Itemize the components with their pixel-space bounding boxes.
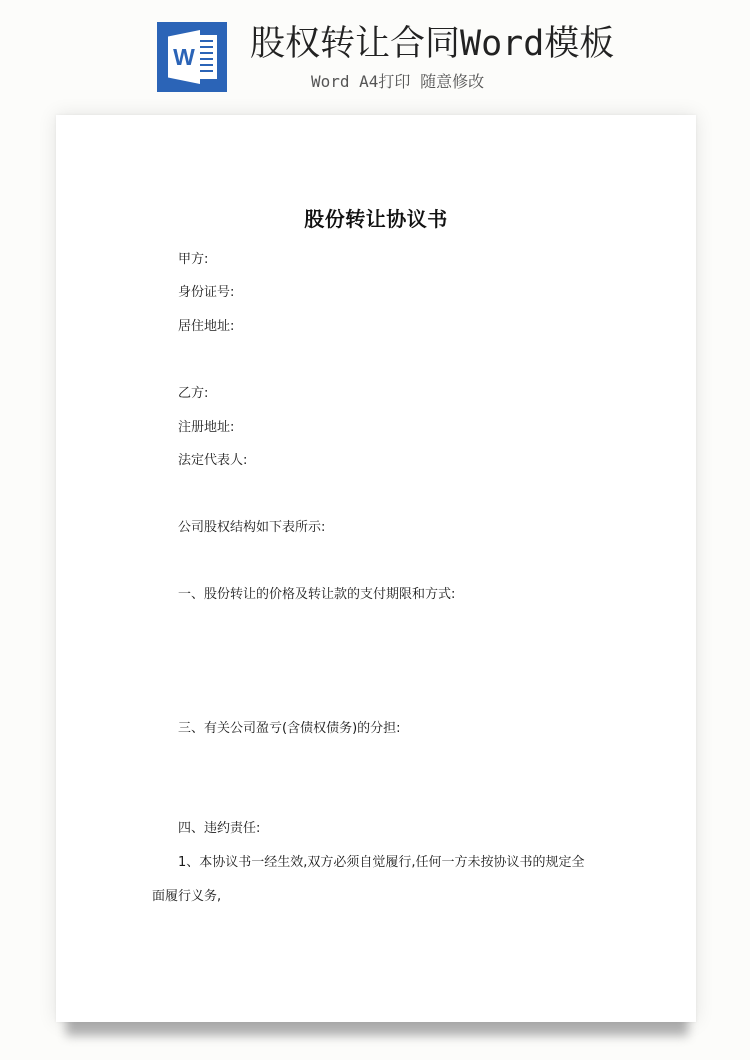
party-a-id-number: 身份证号: — [178, 285, 235, 300]
document-title: 股份转让协议书 — [304, 207, 448, 231]
section-heading-4: 四、违约责任: — [178, 821, 261, 836]
section-heading-3: 三、有关公司盈亏(含债权债务)的分担: — [178, 721, 401, 736]
party-a-address: 居住地址: — [178, 319, 235, 334]
clause-1-line-2: 面履行义务, — [152, 889, 222, 904]
party-b-label: 乙方: — [178, 386, 209, 401]
section-heading-1: 一、股份转让的价格及转让款的支付期限和方式: — [178, 587, 456, 602]
logo-letter: W — [173, 44, 195, 70]
party-b-legal-representative: 法定代表人: — [178, 453, 248, 468]
document-page — [56, 115, 696, 1022]
party-a-label: 甲方: — [178, 252, 209, 267]
equity-structure-text: 公司股权结构如下表所示: — [178, 520, 326, 535]
clause-1-line-1: 1、本协议书一经生效,双方必须自觉履行,任何一方未按协议书的规定全 — [178, 855, 585, 870]
banner-title: 股权转让合同Word模板 — [250, 24, 615, 64]
party-b-registered-address: 注册地址: — [178, 420, 235, 435]
microsoft-word-icon — [157, 22, 227, 92]
header-banner — [0, 0, 750, 110]
banner-subtitle: Word A4打印 随意修改 — [311, 72, 485, 91]
